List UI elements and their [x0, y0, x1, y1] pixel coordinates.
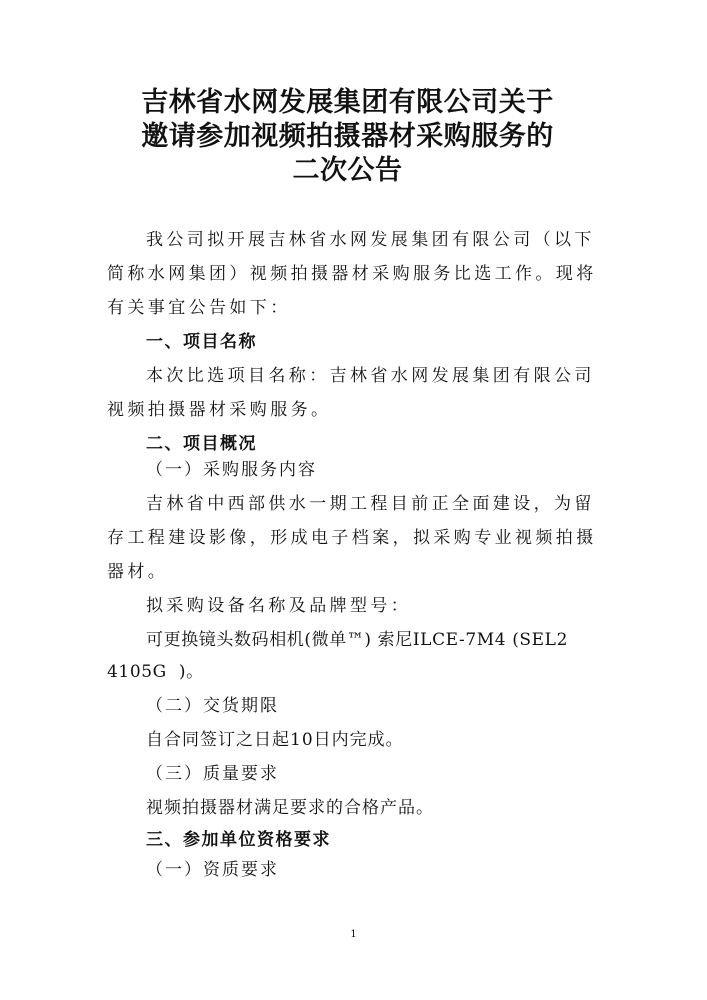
title-line-3: 二次公告: [292, 155, 403, 186]
equipment-line-2: 4105G )。: [107, 662, 204, 682]
section-2-sub-3-heading: （三）质量要求: [146, 764, 279, 784]
title-line-1: 吉林省水网发展集团有限公司关于: [141, 87, 554, 118]
intro-line-3: 有关事宜公告如下：: [107, 298, 291, 318]
intro-line-1: 我公司拟开展吉林省水网发展集团有限公司（以下: [146, 230, 595, 250]
section-2-sub-3-text: 视频拍摄器材满足要求的合格产品。: [146, 798, 434, 818]
intro-line-2: 简称水网集团）视频拍摄器材采购服务比选工作。现将: [107, 264, 597, 284]
section-1-line-2: 视频拍摄器材采购服务。: [107, 400, 332, 420]
section-2-sub-2-text: 自合同签订之日起10日内完成。: [146, 730, 404, 750]
section-3-sub-1-heading: （一）资质要求: [146, 860, 279, 880]
section-2-heading: 二、项目概况: [146, 434, 257, 454]
equipment-line-1: 可更换镜头数码相机(微单™) 索尼ILCE-7M4 (SEL2: [146, 630, 568, 650]
section-2-sub-1-line-1: 吉林省中西部供水一期工程目前正全面建设，为留: [146, 494, 595, 514]
title-line-2: 邀请参加视频拍摄器材采购服务的: [141, 121, 554, 152]
section-2-sub-1-line-3: 器材。: [107, 562, 169, 582]
section-2-sub-1-line-2: 存工程建设影像，形成电子档案，拟采购专业视频拍摄: [107, 528, 597, 548]
section-2-sub-1-heading: （一）采购服务内容: [146, 460, 317, 480]
equipment-label: 拟采购设备名称及品牌型号：: [146, 596, 412, 616]
section-3-heading: 三、参加单位资格要求: [146, 830, 331, 850]
section-1-heading: 一、项目名称: [146, 332, 257, 352]
section-1-line-1: 本次比选项目名称：吉林省水网发展集团有限公司: [146, 366, 595, 386]
section-2-sub-2-heading: （二）交货期限: [146, 696, 279, 716]
page-number: 1: [350, 929, 357, 940]
